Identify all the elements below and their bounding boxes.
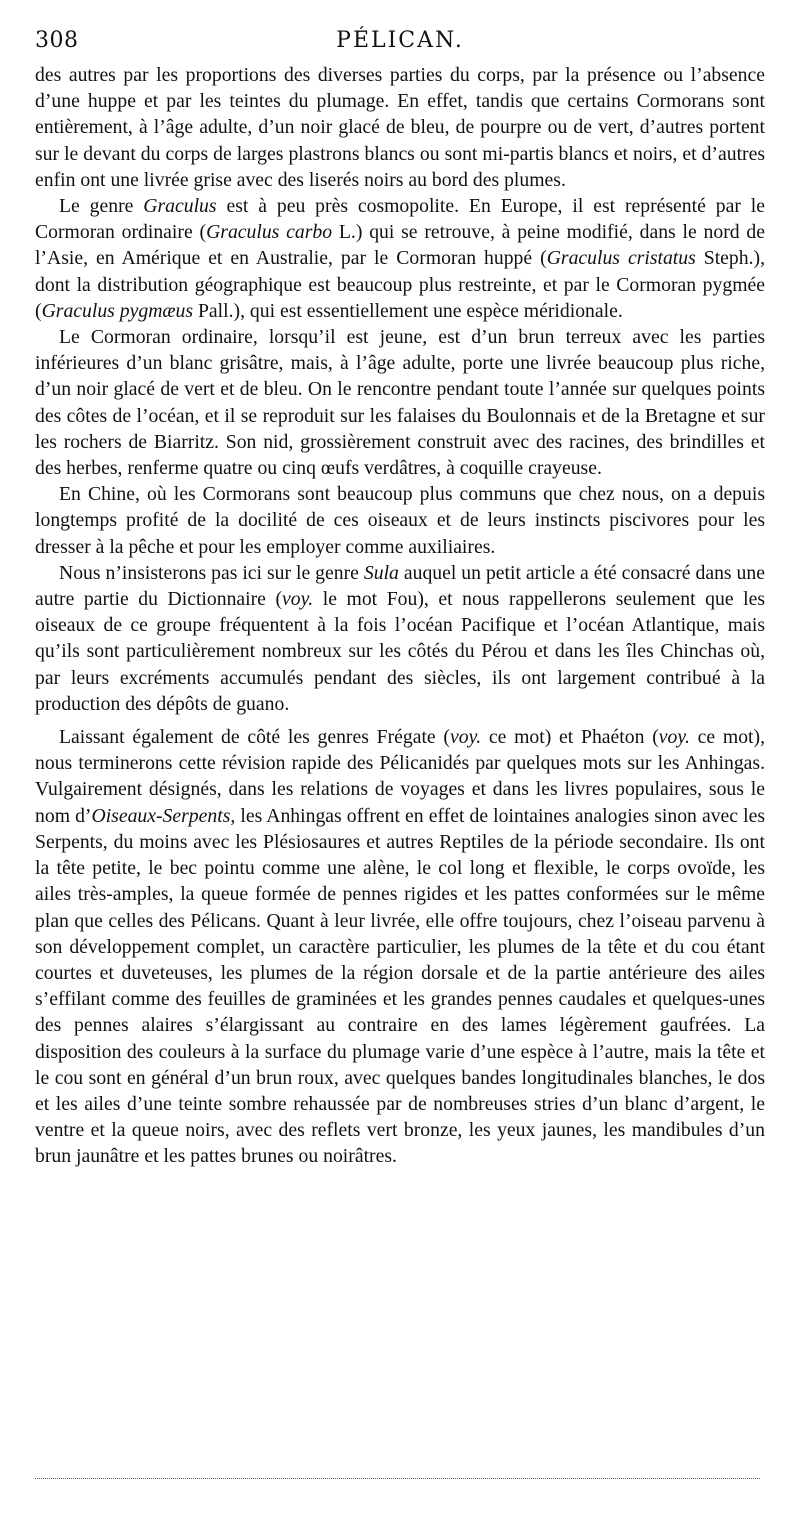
text-run: Nous n’insisterons pas ici sur le genre bbox=[59, 561, 364, 584]
page-number: 308 bbox=[35, 28, 79, 53]
text-run: le mot Fou), et nous rappellerons seulement que les oiseaux de ce groupe fréquentent à la fois l’océan Pacifique et l’océan Atlantique, mais qu’ils sont particulièrement nombreux sur les côtés du Pérou et dans les îles Chinchas où, par leurs excréments accumulés pendant des siècles, ils ont largement contribué à la production des dépôts de guano. bbox=[35, 588, 765, 715]
text-run: les Anhingas offrent en effet de lointaines analogies sinon avec les Serpents, du moins avec les Plésiosaures et autres Reptiles de la période secondaire. Ils ont la tête petite, le bec pointu comme une alène, le col long et flexible, le corps ovoïde, les ailes très-amples, la queue formée de pennes rigides et les pattes conformées sur le même plan que celles des Pélicans. Quant à leur livrée, elle offre toujours, chez l’oiseau parvenu à son développement complet, un caractère particulier, les plumes de la tête et du cou étant courtes et duveteuses, les plumes de la région dorsale et de la partie antérieure des ailes s’effilant comme des feuilles de graminées et les grandes pennes caudales et quelques-unes des pennes alaires s’élargissant au contraire en des lames légèrement gaufrées. La disposition des couleurs à la surface du plumage varie d’une espèce à l’autre, mais la tête et le cou sont en général d’un brun roux, avec quelques bandes longitudinales blanches, le dos et les ailes d’une teinte sombre rehaussée par de nombreuses stries d’un blanc d’argent, le ventre et la queue noirs, avec des reflets vert bronze, les yeux jaunes, les mandibules d’un brun jaunâtre et les pattes brunes ou noirâtres. bbox=[35, 804, 765, 1168]
text-run: est à peu près cosmopolite. En Europe, il est représenté par le Cormoran ordinaire ( bbox=[35, 195, 765, 244]
italic-term: Sula bbox=[363, 561, 399, 584]
paragraph-continued bbox=[35, 62, 765, 193]
text-run: Steph.), dont la distribution géographique est beaucoup plus restreinte, et par le Cormoran pygmée ( bbox=[35, 247, 766, 322]
italic-term: Graculus pygmæus bbox=[41, 299, 194, 322]
italic-term: Graculus cristatus bbox=[546, 247, 696, 270]
text-run: Pall.), qui est essentiellement une espèce méridionale. bbox=[193, 299, 623, 322]
paragraph-chine bbox=[35, 481, 765, 560]
footer-dotted-rule bbox=[35, 1478, 760, 1479]
italic-term: voy. bbox=[449, 726, 482, 749]
body-text bbox=[35, 62, 765, 1170]
italic-term: Graculus carbo bbox=[206, 221, 333, 244]
italic-term: voy. bbox=[658, 726, 690, 749]
running-title: PÉLICAN. bbox=[336, 28, 464, 53]
text-run: ce mot), nous terminerons cette révision rapide des Pélicanidés par quelques mots sur les Anhingas. Vulgairement désignés, dans les relations de voyages et dans les livres populaires, sous le nom d’ bbox=[35, 726, 765, 827]
paragraph-sula bbox=[35, 560, 765, 717]
text-run: Le Cormoran ordinaire, lorsqu’il est jeune, est d’un brun terreux avec les parties inférieures d’un blanc grisâtre, mais, à l’âge adulte, porte une livrée beaucoup plus riche, d’un noir glacé de vert et de bleu. On le rencontre pendant toute l’année sur quelques points des côtes de l’océan, et il se reproduit sur les falaises du Boulonnais et de la Bretagne et sur les rochers de Biarritz. Son nid, grossièrement construit avec des racines, des brindilles et des herbes, renferme quatre ou cinq œufs verdâtres, à coquille crayeuse. bbox=[35, 326, 765, 480]
running-head bbox=[35, 28, 765, 58]
text-run: ce mot) et Phaéton ( bbox=[481, 726, 659, 749]
text-run: auquel un petit article a été consacré dans une autre partie du Dictionnaire ( bbox=[35, 561, 765, 611]
text-run: L.) qui se retrouve, à peine modifié, dans le nord de l’Asie, en Amérique et en Australie, par le Cormoran huppé ( bbox=[35, 221, 765, 270]
text-run: des autres par les proportions des diverses parties du corps, par la présence ou l’absence d’une huppe et par les teintes du plumage. En effet, tandis que certains Cormorans sont entièrement, à l’âge adulte, d’un noir glacé de bleu, de pourpre ou de vert, d’autres portent sur le devant du corps de larges plastrons blancs ou sont mi-partis blancs et noirs, et d’autres enfin ont une livrée grise avec des liserés noirs au bord des plumes. bbox=[35, 64, 765, 191]
paragraph-cormoran-ordinaire bbox=[35, 324, 765, 481]
text-run: En Chine, où les Cormorans sont beaucoup plus communs que chez nous, on a depuis longtemps profité de la docilité de ces oiseaux et de leurs instincts piscivores pour les dresser à la pêche et pour les employer comme auxiliaires. bbox=[35, 483, 765, 558]
italic-term: Graculus bbox=[143, 195, 217, 218]
paragraph-graculus bbox=[35, 193, 765, 324]
paragraph-anhingas bbox=[35, 724, 765, 1169]
italic-term: voy. bbox=[282, 588, 314, 611]
text-run: Laissant également de côté les genres Frégate ( bbox=[59, 726, 450, 749]
text-run: Le genre bbox=[59, 195, 144, 218]
italic-term: Oiseaux-Serpents, bbox=[91, 804, 236, 827]
